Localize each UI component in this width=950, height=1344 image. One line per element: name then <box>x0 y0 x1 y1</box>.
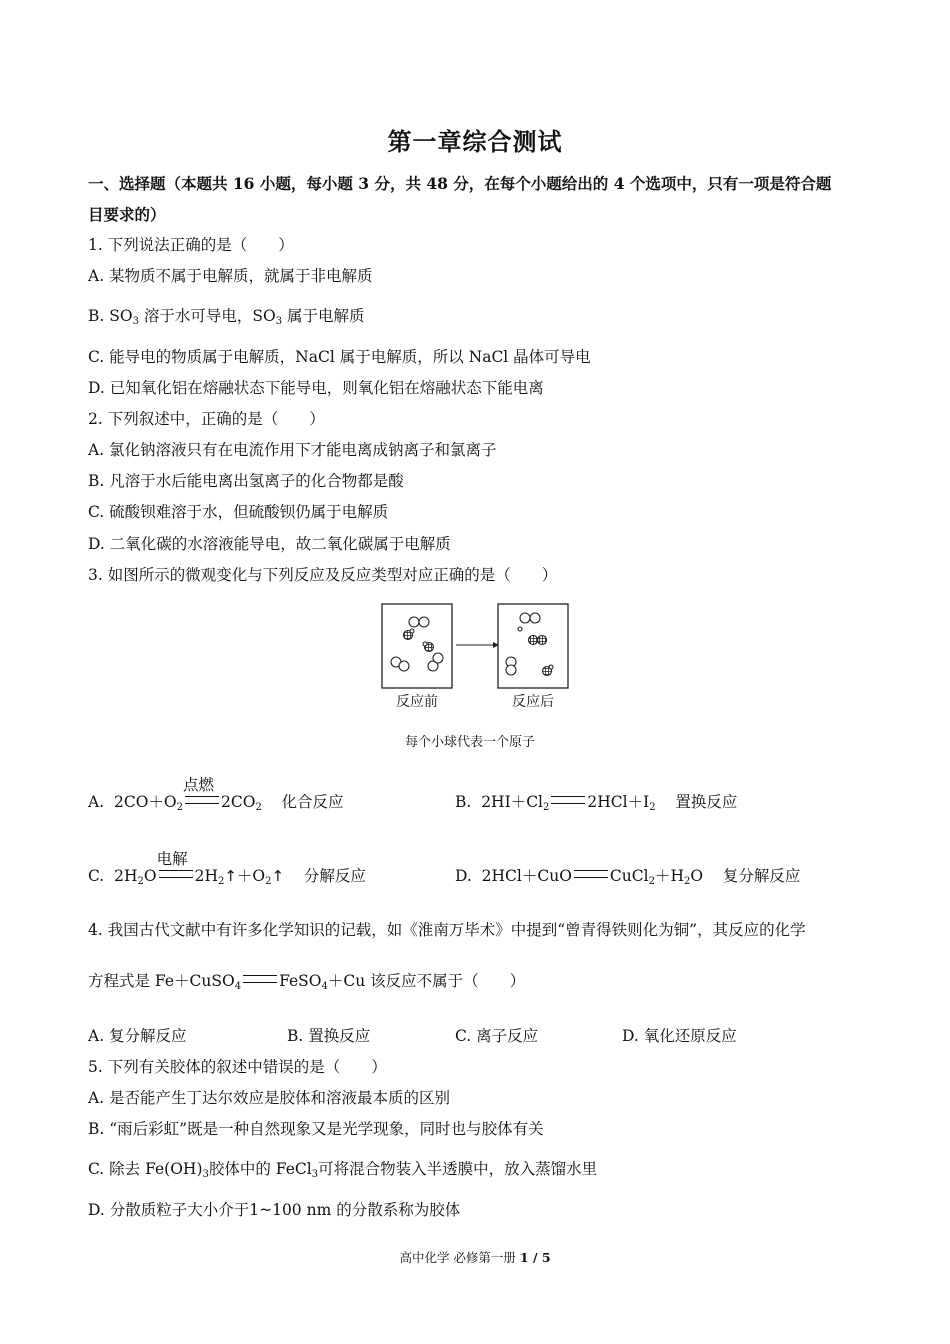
q1-option-d: D. 已知氧化铝在熔融状态下能导电，则氧化铝在熔融状态下能电离 <box>88 379 544 397</box>
page-title: 第一章综合测试 <box>387 127 563 156</box>
after-molecules <box>506 613 553 676</box>
q1-option-a: A. 某物质不属于电解质，就属于非电解质 <box>88 267 373 285</box>
before-molecules <box>391 617 443 671</box>
q4-option-d: D. 氧化还原反应 <box>622 1027 737 1045</box>
q5-stem: 5. 下列有关胶体的叙述中错误的是（ ） <box>88 1058 387 1076</box>
equation-equals-sign <box>243 975 277 983</box>
q2-option-b: B. 凡溶于水后能电离出氢离子的化合物都是酸 <box>88 472 404 490</box>
q5-option-a: A. 是否能产生丁达尔效应是胶体和溶液最本质的区别 <box>88 1089 451 1107</box>
before-label: 反应前 <box>396 694 438 710</box>
gas-arrow-icon: ↑ <box>224 867 237 885</box>
q3-option-c: C. $2H_2O$ 电解 $2H_2↑+O_2↑$ 分解反应 <box>88 850 366 887</box>
q5-option-d: D. 分散质粒子大小介于1~100 nm 的分散系称为胶体 <box>88 1201 461 1219</box>
equation-equals-sign <box>574 870 608 878</box>
q2-option-d: D. 二氧化碳的水溶液能导电，故二氧化碳属于电解质 <box>88 535 451 553</box>
q2-stem: 2. 下列叙述中，正确的是（ ） <box>88 410 325 428</box>
q2-option-a: A. 氯化钠溶液只有在电流作用下才能电离成钠离子和氯离子 <box>88 441 497 459</box>
q3-option-a: A. $2CO+O_2$ 点燃 $2CO_2$ 化合反应 <box>88 776 344 813</box>
page-footer: 高中化学 必修第一册 1 / 5 <box>399 1250 551 1265</box>
q4-stem-line2: 方程式是 Fe＋CuSO$_4$ FeSO$_4$＋Cu 该反应不属于（ ） <box>88 972 526 992</box>
page-number: 1 / 5 <box>519 1250 551 1265</box>
equation-equals-sign <box>551 796 585 804</box>
q5-option-b: B. “雨后彩虹”既是一种自然现象又是光学现象，同时也与胶体有关 <box>88 1120 544 1138</box>
equation-equals-sign: 电解 <box>159 870 193 878</box>
section-heading-line1: 一、选择题（本题共 16 小题，每小题 3 分，共 48 分，在每个小题给出的 4 个选项中，只有一项是符合题 <box>88 174 832 193</box>
section-heading-line2: 目要求的） <box>88 205 166 224</box>
q5-option-c: C. 除去 $Fe(OH)_3$胶体中的 FeCl$_3$可将混合物装入半透膜中，放入蒸馏水里 <box>88 1160 598 1180</box>
q2-option-c: C. 硫酸钡难溶于水，但硫酸钡仍属于电解质 <box>88 503 389 521</box>
q3-stem: 3. 如图所示的微观变化与下列反应及反应类型对应正确的是（ ） <box>88 566 558 584</box>
q1-stem: 1. 下列说法正确的是（ ） <box>88 236 294 254</box>
before-box <box>382 604 452 688</box>
q4-option-c: C. 离子反应 <box>455 1027 539 1045</box>
figure-caption: 每个小球代表一个原子 <box>404 735 536 750</box>
q4-option-b: B. 置换反应 <box>287 1027 371 1045</box>
q3-option-d: D. 2HCl＋CuO $CuCl_2+H_2O$ 复分解反应 <box>455 867 801 887</box>
reaction-diagram <box>370 598 580 753</box>
q1-option-b: B. $SO_3$ 溶于水可导电，$SO_3$ 属于电解质 <box>88 307 365 327</box>
after-label: 反应后 <box>512 694 554 710</box>
q4-stem-line1: 4. 我国古代文献中有许多化学知识的记载，如《淮南万毕术》中提到“曾青得铁则化为铜”，其反应的化学 <box>88 921 806 939</box>
q4-option-a: A. 复分解反应 <box>88 1027 187 1045</box>
q3-option-b: B. $2HI+Cl_2$ $2HCl+I_2$ 置换反应 <box>455 793 738 813</box>
q1-option-c: C. 能导电的物质属于电解质，NaCl 属于电解质，所以 NaCl 晶体可导电 <box>88 348 591 366</box>
gas-arrow-icon: ↑ <box>271 867 285 885</box>
equation-equals-sign: 点燃 <box>185 796 219 804</box>
